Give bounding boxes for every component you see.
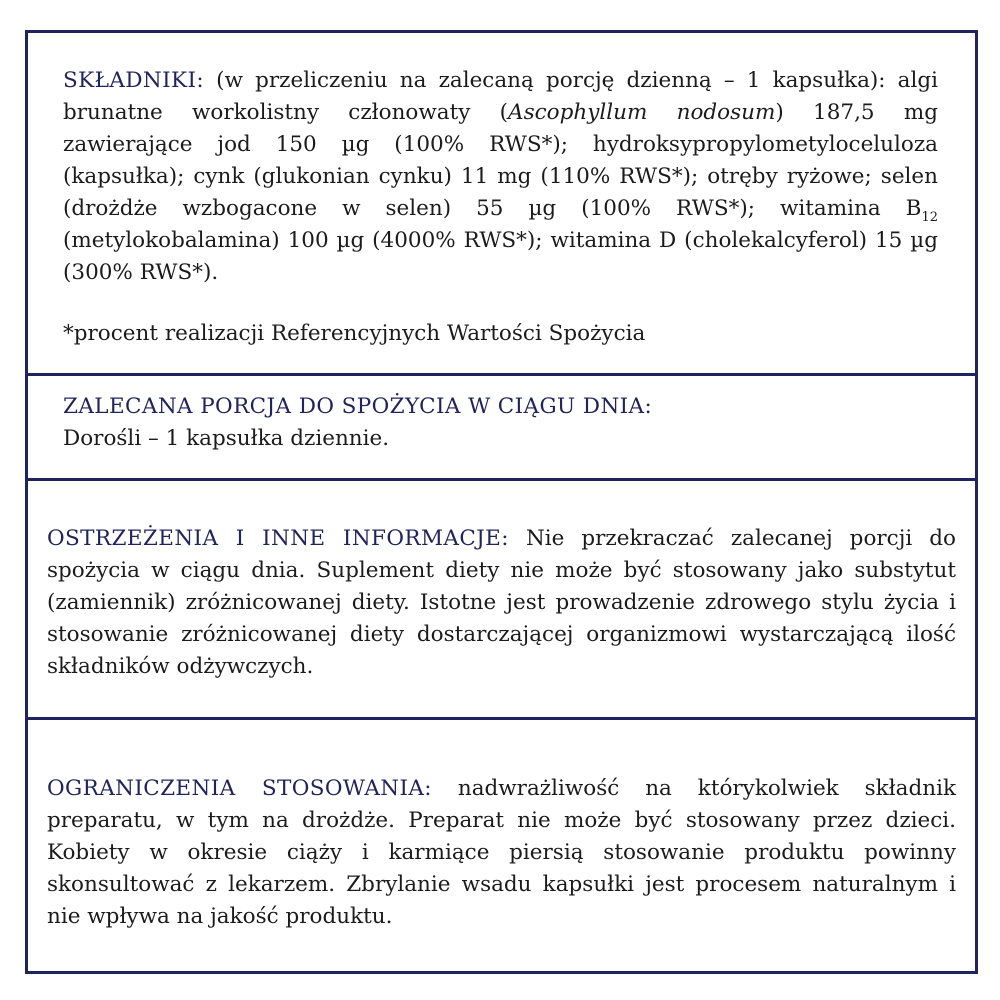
- warnings-text: Nie przekraczać zalecanej porcji do spożycia w ciągu dnia. Suplement diety nie może być stosowany jako substytut (zamiennik) zróżnicowanej diety. Istotne jest prowadzenie zdrowego stylu życia i stosowanie zróżnicowanej diety dostarczającej organizmowi wystarczającą ilość składników odżywczych.: [47, 526, 956, 679]
- latin-name: Ascophyllum nodosum: [508, 100, 776, 125]
- dosage-text: Dorośli – 1 kapsułka dziennie.: [63, 426, 390, 451]
- dosage-section: [63, 391, 938, 455]
- separator-3: [28, 717, 975, 720]
- restrictions-heading: OGRANICZENIA STOSOWANIA:: [47, 776, 432, 801]
- ingredients-text: SKŁADNIKI: (w przeliczeniu na zalecaną porcję dzienną – 1 kapsułka): algi brunatne workolistny członowaty (Ascophyllum nodosum) 187,5 mg zawierające jod 150 µg (100% RWS*); hydroksypropylometyloceluloza (kapsułka); cynk (glukonian cynku) 11 mg (110% RWS*); otręby ryżowe; selen (drożdże wzbogacone w selen) 55 µg (100% RWS*); witamina $B_{12}$ (metylokobalamina) 100 µg (4000% RWS*); witamina D (cholekalcyferol) 15 µg (300% RWS*).: [63, 68, 938, 285]
- restrictions-section: [47, 773, 956, 933]
- dosage-heading: ZALECANA PORCJA DO SPOŻYCIA W CIĄGU DNIA:: [63, 394, 653, 419]
- label-frame: [25, 30, 978, 974]
- separator-1: [28, 373, 975, 376]
- ingredients-heading: SKŁADNIKI:: [63, 68, 205, 93]
- ingredients-section: [63, 65, 938, 350]
- b12-subscript: 12: [921, 210, 938, 225]
- separator-2: [28, 478, 975, 481]
- warnings-section: [47, 523, 956, 683]
- restrictions-text: nadwrażliwość na którykolwiek składnik preparatu, w tym na drożdże. Preparat nie może być stosowany przez dzieci. Kobiety w okresie ciąży i karmiące piersią stosowanie produktu powinny skonsultować z lekarzem. Zbrylanie wsadu kapsułki jest procesem naturalnym i nie wpływa na jakość produktu.: [47, 776, 956, 929]
- ingredients-footnote: *procent realizacji Referencyjnych Wartości Spożycia: [63, 321, 646, 346]
- warnings-heading: OSTRZEŻENIA I INNE INFORMACJE:: [47, 526, 509, 551]
